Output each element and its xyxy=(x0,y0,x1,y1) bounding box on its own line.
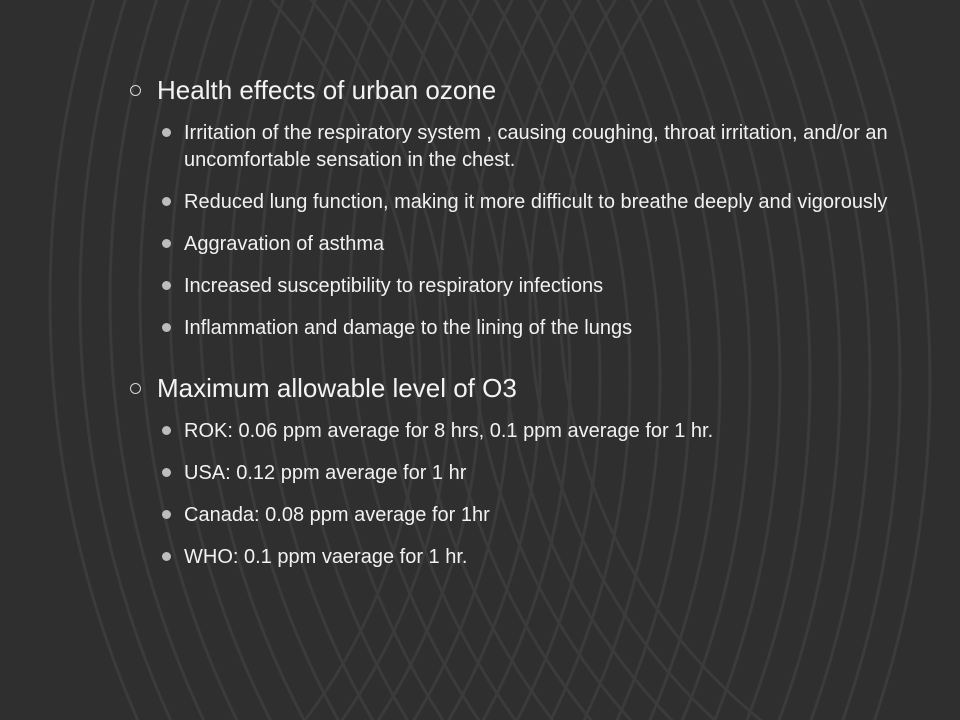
bullet-item xyxy=(162,544,920,571)
bullet-text: Inflammation and damage to the lining of the lungs xyxy=(184,317,633,339)
bullet-text: WHO: 0.1 ppm vaerage for 1 hr. xyxy=(184,546,468,568)
bullet-text: USA: 0.12 ppm average for 1 hr xyxy=(184,462,467,484)
bullet-text: Reduced lung function, making it more difficult to breathe deeply and vigorously xyxy=(184,191,888,213)
section-max-allowable-o3 xyxy=(130,372,920,571)
section-heading: Health effects of urban ozone xyxy=(157,75,497,105)
bullet-item xyxy=(162,189,920,216)
bullet-item xyxy=(162,120,920,174)
bullet-dot-icon xyxy=(162,197,171,206)
bullet-list xyxy=(130,418,920,571)
bullet-dot-icon xyxy=(162,323,171,332)
bullet-dot-icon xyxy=(162,468,171,477)
bullet-dot-icon xyxy=(162,552,171,561)
bullet-dot-icon xyxy=(162,281,171,290)
bullet-dot-icon xyxy=(162,426,171,435)
bullet-list xyxy=(130,120,920,342)
bullet-item xyxy=(162,418,920,445)
ring-bullet-icon xyxy=(130,85,141,96)
section-heading: Maximum allowable level of O3 xyxy=(157,373,517,403)
bullet-item xyxy=(162,231,920,258)
bullet-item xyxy=(162,315,920,342)
bullet-text: Irritation of the respiratory system , causing coughing, throat irritation, and/or an uncomfortable sensation in the chest. xyxy=(184,122,888,171)
bullet-dot-icon xyxy=(162,510,171,519)
bullet-text: ROK: 0.06 ppm average for 8 hrs, 0.1 ppm average for 1 hr. xyxy=(184,420,714,442)
bullet-text: Canada: 0.08 ppm average for 1hr xyxy=(184,504,490,526)
section-heading-row xyxy=(130,74,920,106)
section-health-effects xyxy=(130,74,920,342)
bullet-dot-icon xyxy=(162,239,171,248)
bullet-item xyxy=(162,460,920,487)
ring-bullet-icon xyxy=(130,383,141,394)
bullet-dot-icon xyxy=(162,128,171,137)
section-heading-row xyxy=(130,372,920,404)
slide-content xyxy=(130,74,920,601)
bullet-text: Increased susceptibility to respiratory infections xyxy=(184,275,604,297)
bullet-item xyxy=(162,273,920,300)
bullet-text: Aggravation of asthma xyxy=(184,233,385,255)
bullet-item xyxy=(162,502,920,529)
